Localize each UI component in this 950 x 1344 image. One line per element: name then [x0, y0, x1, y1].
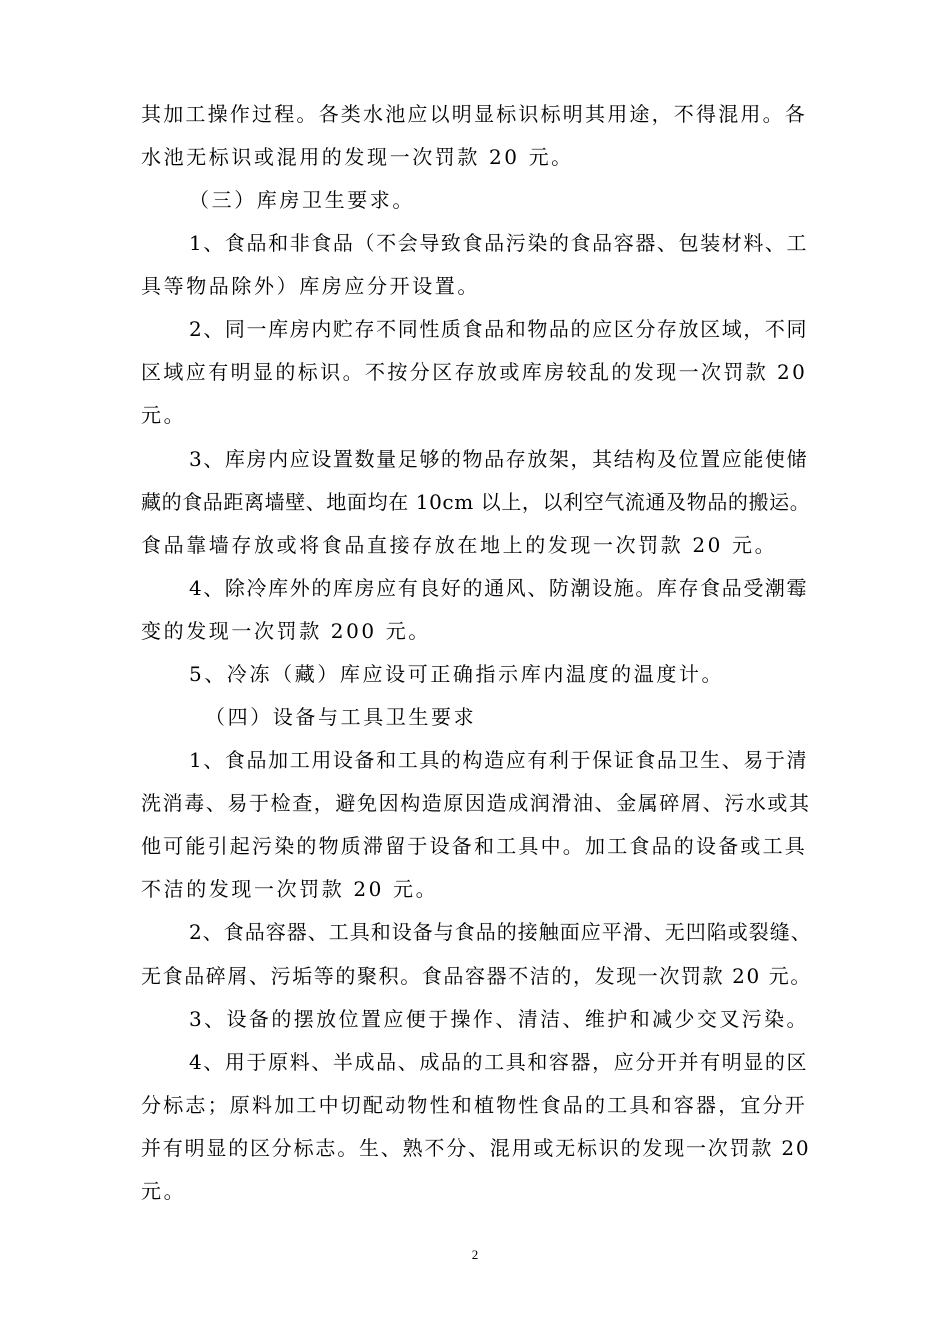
body-text-line: 元。: [141, 403, 187, 427]
body-text-line: 食品靠墙存放或将食品直接存放在地上的发现一次罚款 20 元。: [141, 533, 778, 557]
body-text-line: 洗消毒、易于检查，避免因构造原因造成润滑油、金属碎屑、污水或其: [141, 791, 811, 815]
body-text-line: 区域应有明显的标识。不按分区存放或库房较乱的发现一次罚款 20: [141, 360, 808, 384]
body-text-line: 无食品碎屑、污垢等的聚积。食品容器不洁的，发现一次罚款 20 元。: [141, 964, 812, 988]
body-text-line: 1、食品和非食品（不会导致食品污染的食品容器、包装材料、工: [189, 231, 809, 255]
body-text-line: 藏的食品距离墙壁、地面均在 10cm 以上，以利空气流通及物品的搬运。: [141, 490, 811, 514]
body-text-line: 水池无标识或混用的发现一次罚款 20 元。: [141, 145, 574, 169]
body-text-line: 2、同一库房内贮存不同性质食品和物品的应区分存放区域，不同: [189, 317, 809, 341]
page-number: 2: [471, 1247, 479, 1262]
body-text-line: 其加工操作过程。各类水池应以明显标识标明其用途，不得混用。各: [141, 102, 807, 126]
section-heading-3: （三）库房卫生要求。: [189, 188, 415, 212]
body-text-line: 4、用于原料、半成品、成品的工具和容器，应分开并有明显的区: [189, 1050, 809, 1074]
body-text-line: 他可能引起污染的物质滞留于设备和工具中。加工食品的设备或工具: [141, 834, 807, 858]
section-heading-4: （四）设备与工具卫生要求: [205, 705, 477, 729]
body-text-line: 5、冷冻（藏）库应设可正确指示库内温度的温度计。: [189, 662, 725, 686]
body-text-line: 变的发现一次罚款 200 元。: [141, 619, 431, 643]
body-text-line: 1、食品加工用设备和工具的构造应有利于保证食品卫生、易于清: [189, 748, 809, 772]
body-text-line: 4、除冷库外的库房应有良好的通风、防潮设施。库存食品受潮霉: [189, 576, 809, 600]
body-text-line: 2、食品容器、工具和设备与食品的接触面应平滑、无凹陷或裂缝、: [189, 920, 812, 944]
body-text-line: 3、设备的摆放位置应便于操作、清洁、维护和减少交叉污染。: [189, 1007, 809, 1031]
body-text-line: 具等物品除外）库房应分开设置。: [141, 274, 480, 298]
body-text-line: 分标志；原料加工中切配动物性和植物性食品的工具和容器，宜分开: [141, 1093, 807, 1117]
body-text-line: 3、库房内应设置数量足够的物品存放架，其结构及位置应能使储: [189, 447, 809, 471]
body-text-line: 元。: [141, 1179, 187, 1203]
body-text-line: 并有明显的区分标志。生、熟不分、混用或无标识的发现一次罚款 20: [141, 1136, 811, 1160]
body-text-line: 不洁的发现一次罚款 20 元。: [141, 877, 439, 901]
